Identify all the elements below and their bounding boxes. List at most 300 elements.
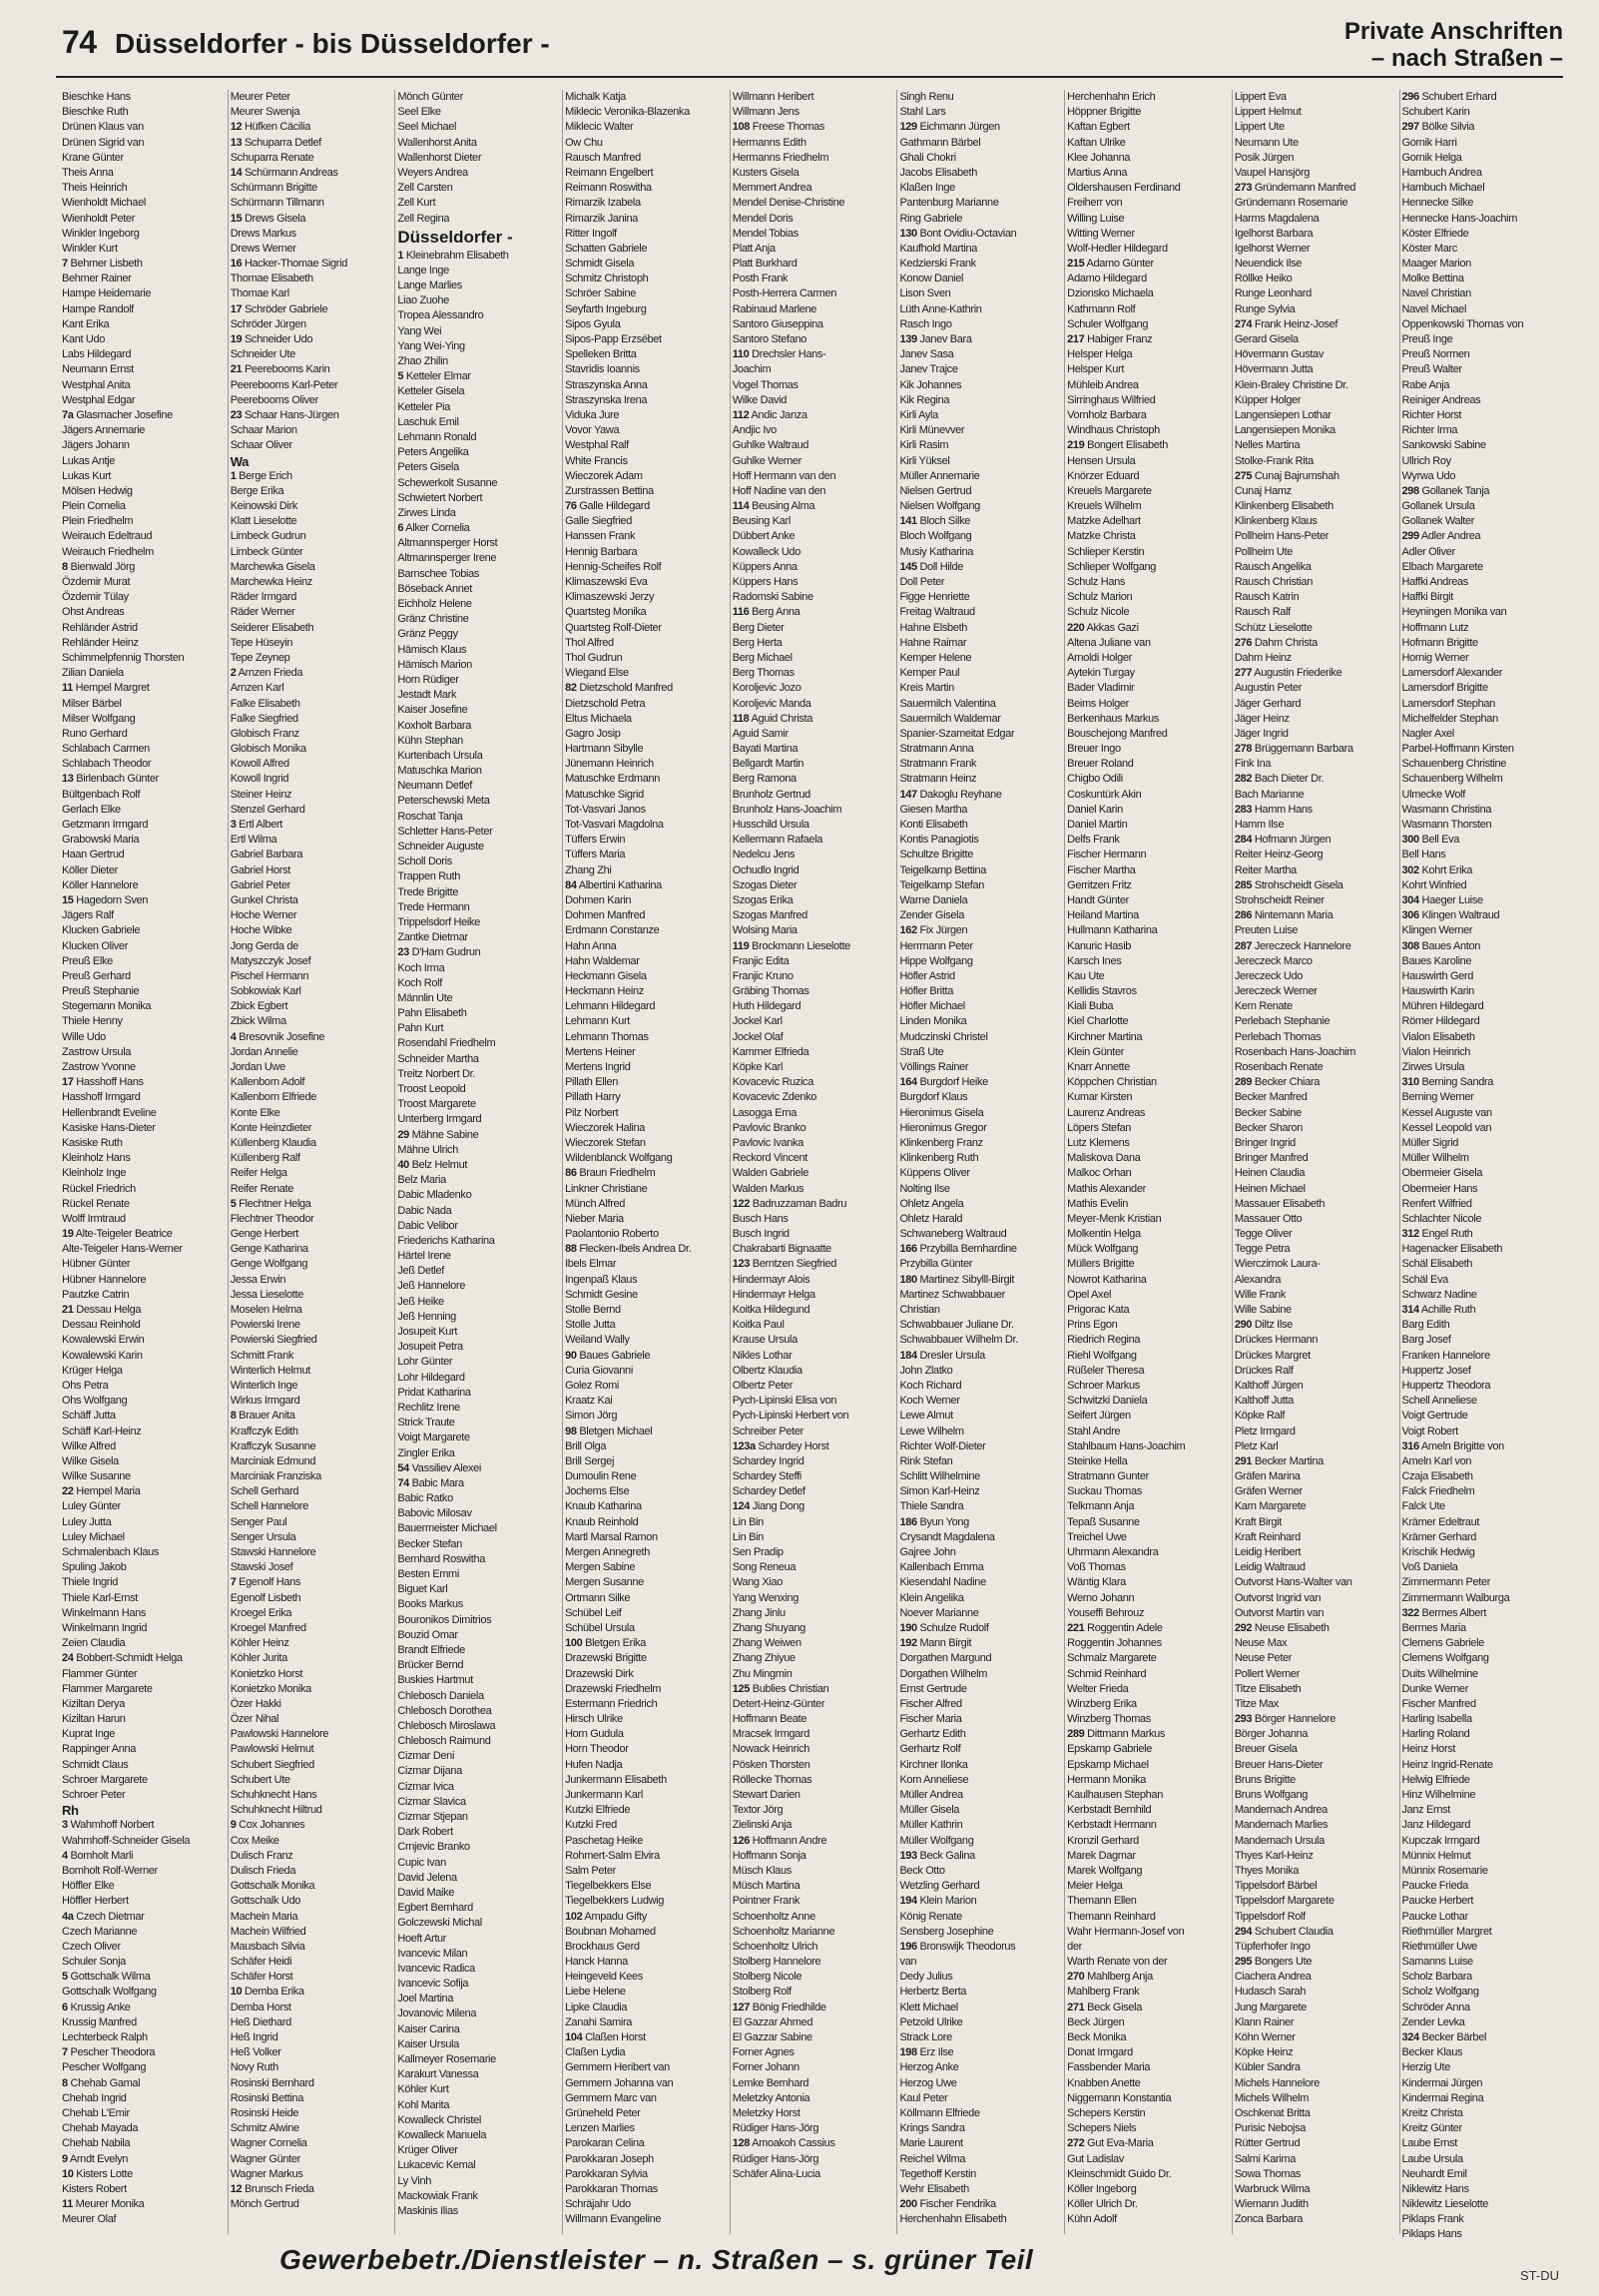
directory-entry: Winzberg Erika <box>1067 1697 1137 1710</box>
directory-entry: 298 Gollanek Tanja <box>1401 484 1490 497</box>
directory-entry: Sauermilch Waldemar <box>899 712 1001 725</box>
listing-column <box>1399 90 1567 2241</box>
directory-entry: Wehr Elisabeth <box>899 2182 969 2195</box>
directory-entry: Stawski Josef <box>230 1561 293 1574</box>
directory-entry: Brunholz Gertrud <box>732 788 810 801</box>
directory-entry: Lukacevic Kemal <box>397 2159 476 2172</box>
directory-entry: Winkler Kurt <box>62 242 118 255</box>
directory-entry: Matzke Adelhart <box>1067 515 1141 528</box>
directory-entry: Schwietert Norbert <box>397 491 483 504</box>
directory-entry: Münnix Rosemarie <box>1401 1864 1488 1877</box>
directory-entry: Rabinaud Marlene <box>732 302 817 315</box>
directory-entry: Jockel Olaf <box>732 1030 784 1043</box>
directory-entry: 13 Birlenbach Günter <box>62 773 159 786</box>
directory-entry: Reckord Vincent <box>732 1152 808 1165</box>
directory-entry: Krischik Hedwig <box>1401 1546 1475 1558</box>
directory-entry: Höffler Elke <box>62 1880 115 1893</box>
directory-entry: 7 Egenolf Hans <box>230 1576 301 1589</box>
directory-entry: Stahlbaum Hans-Joachim <box>1067 1439 1186 1452</box>
directory-entry: Kusters Gisela <box>732 166 800 179</box>
directory-entry: Lin Bin <box>732 1515 764 1528</box>
directory-entry: Gerard Gisela <box>1234 333 1299 345</box>
directory-entry: Thol Gudrun <box>565 651 623 664</box>
directory-entry: Tepe Zeynep <box>230 651 290 664</box>
directory-entry: Knörzer Eduard <box>1067 469 1140 482</box>
directory-entry: Linkner Christiane <box>565 1182 648 1195</box>
directory-entry: Niklewitz Lieselotte <box>1401 2198 1489 2211</box>
directory-entry: Kik Johannes <box>899 378 962 391</box>
directory-entry: Beck Monika <box>1067 2031 1127 2043</box>
directory-entry: Müller Annemarie <box>899 469 980 482</box>
directory-entry: Suckau Thomas <box>1067 1485 1142 1498</box>
directory-entry: Ochudlo Ingrid <box>732 863 800 876</box>
directory-entry: Ivancevic Radica <box>397 1962 475 1975</box>
directory-entry: 12 Hüfken Cäcilia <box>230 121 310 134</box>
directory-entry: Haan Gertrud <box>62 849 125 861</box>
directory-entry: Kuprat Inge <box>62 1728 116 1741</box>
directory-entry: Meurer Peter <box>230 91 290 103</box>
directory-entry: Kupczak Irmgard <box>1401 1834 1480 1847</box>
directory-entry: 14 Schürmann Andreas <box>230 166 338 179</box>
directory-entry: Jordan Annelie <box>230 1045 298 1058</box>
directory-entry: Kreis Martin <box>899 682 954 695</box>
directory-entry: Demba Horst <box>230 2001 291 2013</box>
directory-entry: 127 Bönig Friedhilde <box>732 2001 826 2013</box>
directory-entry: Kraffczyk Edith <box>230 1425 298 1437</box>
directory-entry: Kreuels Margarete <box>1067 484 1152 497</box>
directory-entry: Tüffers Maria <box>565 849 626 861</box>
directory-entry: Gottschalk Monika <box>230 1880 315 1893</box>
directory-entry: Wienholdt Michael <box>62 197 146 210</box>
directory-entry: 119 Brockmann Lieselotte <box>732 939 850 952</box>
directory-entry: Ly Vinh <box>397 2174 432 2187</box>
directory-entry: Peerebooms Oliver <box>230 393 318 406</box>
listing-column <box>228 90 395 2234</box>
directory-entry: Zell Regina <box>397 212 450 225</box>
directory-entry: 118 Aguid Christa <box>732 712 813 725</box>
directory-entry: Berning Werner <box>1401 1091 1474 1104</box>
directory-entry: Sobkowiak Karl <box>230 985 301 998</box>
directory-entry: Schwabbauer Wilhelm Dr. <box>899 1334 1018 1347</box>
directory-entry: Gagro Josip <box>565 727 621 740</box>
directory-entry: Friederichs Katharina <box>397 1234 495 1247</box>
directory-entry: Hullmann Katharina <box>1067 924 1158 937</box>
directory-entry: Lippert Eva <box>1234 91 1287 103</box>
directory-entry: Drazewski Friedhelm <box>565 1682 662 1695</box>
directory-entry: 104 Claßen Horst <box>565 2031 646 2043</box>
directory-entry: Prigorac Kata <box>1067 1304 1130 1316</box>
directory-entry: 128 Amoakoh Cassius <box>732 2137 835 2150</box>
directory-entry: Olbertz Klaudia <box>732 1364 802 1377</box>
directory-entry: Krüger Oliver <box>397 2144 458 2157</box>
directory-entry: Gemmern Marc van <box>565 2091 657 2104</box>
directory-entry: Schlieper Wolfgang <box>1067 560 1157 573</box>
directory-entry: Münch Alfred <box>565 1197 626 1210</box>
directory-entry: 8 Brauer Anita <box>230 1410 295 1423</box>
listing-column <box>1232 90 1399 2234</box>
directory-entry: Neumann Ernst <box>62 363 134 376</box>
directory-entry: Fischer Maria <box>899 1713 962 1726</box>
directory-entry: Michelfelder Stephan <box>1401 712 1498 725</box>
directory-entry: Altmannsperger Horst <box>397 537 498 550</box>
directory-entry: Tepe Hüseyin <box>230 636 293 649</box>
directory-entry: Tegethoff Kerstin <box>899 2167 976 2180</box>
directory-entry: Matyszczyk Josef <box>230 954 311 967</box>
directory-entry: Preuß Normen <box>1401 348 1470 361</box>
directory-entry: Wolff Irmtraud <box>62 1212 126 1225</box>
directory-entry: Wiegand Else <box>565 667 629 680</box>
directory-entry: Salm Peter <box>565 1864 616 1877</box>
header-left <box>62 24 550 61</box>
directory-entry: Grabowski Maria <box>62 834 140 847</box>
directory-entry: Berg Thomas <box>732 667 795 680</box>
directory-entry: Navel Christian <box>1401 287 1471 300</box>
directory-entry: Kirchner Martina <box>1067 1030 1143 1043</box>
section-title <box>1344 18 1563 72</box>
directory-entry: Schubert Karin <box>1401 106 1470 119</box>
directory-entry: Pollert Werner <box>1234 1667 1301 1680</box>
directory-entry: Kreitz Christa <box>1401 2106 1463 2119</box>
directory-entry: Schaar Marion <box>230 424 297 437</box>
directory-entry: Jäger Heinz <box>1234 712 1290 725</box>
directory-entry: Eltus Michaela <box>565 712 632 725</box>
directory-entry: Textor Jörg <box>732 1804 784 1817</box>
directory-entry: Nowrot Katharina <box>1067 1273 1147 1286</box>
directory-entry: Bieschke Hans <box>62 91 131 103</box>
directory-entry: Welter Frieda <box>1067 1682 1129 1695</box>
directory-entry: Neuhardt Emil <box>1401 2167 1467 2180</box>
directory-entry: Paucke Lothar <box>1401 1910 1468 1923</box>
directory-entry: Schulz Marion <box>1067 591 1133 604</box>
directory-entry: Thol Alfred <box>565 636 614 649</box>
directory-entry: Chehab Nabila <box>62 2137 131 2150</box>
directory-entry: Gabriel Barbara <box>230 849 303 861</box>
directory-entry: Baues Karoline <box>1401 954 1472 967</box>
corner-code: ST-DU <box>1520 2268 1559 2283</box>
directory-entry: Wieczorek Stefan <box>565 1136 646 1149</box>
directory-entry: Navel Michael <box>1401 302 1467 315</box>
directory-entry: 11 Hempel Margret <box>62 682 150 695</box>
directory-entry: Steiner Heinz <box>230 788 292 801</box>
directory-entry: Stratmann Frank <box>899 758 977 771</box>
directory-entry: 123a Schardey Horst <box>732 1439 829 1452</box>
directory-entry: Lehmann Thomas <box>565 1030 649 1043</box>
directory-entry: Schletter Hans-Peter <box>397 825 493 838</box>
directory-entry: Elbach Margarete <box>1401 560 1483 573</box>
directory-entry: Berge Erika <box>230 484 284 497</box>
directory-entry: 4a Czech Dietmar <box>62 1910 145 1923</box>
directory-entry: Hofmann Brigitte <box>1401 636 1478 649</box>
directory-entry: 275 Cunaj Bajrumshah <box>1234 469 1339 482</box>
directory-entry: Dabic Mladenko <box>397 1189 472 1202</box>
directory-entry: Gränz Christine <box>397 613 469 626</box>
directory-entry: Josupeit Petra <box>397 1341 463 1354</box>
directory-entry: 5 Flechtner Helga <box>230 1197 311 1210</box>
directory-entry: Roschat Tanja <box>397 810 463 823</box>
directory-entry: Radomski Sabine <box>732 591 813 604</box>
directory-entry: Titze Max <box>1234 1697 1279 1710</box>
directory-entry: Genge Wolfgang <box>230 1258 308 1271</box>
directory-entry: 74 Babic Mara <box>397 1476 464 1489</box>
directory-entry: Oppenkowski Thomas von <box>1401 317 1524 330</box>
directory-entry: Jägers Johann <box>62 439 130 452</box>
directory-entry: Schubert Ute <box>230 1773 290 1786</box>
directory-entry: Jacobs Elisabeth <box>899 166 977 179</box>
directory-entry: Huppertz Theodora <box>1401 1379 1491 1392</box>
directory-entry: Kanuric Hasib <box>1067 939 1132 952</box>
directory-entry: Schardey Steffi <box>732 1470 801 1483</box>
directory-entry: Jereczeck Udo <box>1234 969 1304 982</box>
directory-entry: Richter Wolf-Dieter <box>899 1439 986 1452</box>
directory-entry: Wagner Günter <box>230 2152 300 2165</box>
directory-entry: Santoro Giuseppina <box>732 317 823 330</box>
directory-entry: Parokkaran Joseph <box>565 2152 654 2165</box>
directory-entry: Rink Stefan <box>899 1454 953 1467</box>
directory-entry: Hasshoff Irmgard <box>62 1091 141 1104</box>
directory-entry: Hennecke Hans-Joachim <box>1401 212 1518 225</box>
directory-entry: Schneider Auguste <box>397 841 484 853</box>
directory-entry: Helsper Kurt <box>1067 363 1125 376</box>
directory-entry: Rappinger Anna <box>62 1743 136 1756</box>
directory-entry: Mühren Hildegard <box>1401 1000 1484 1013</box>
directory-entry: Mendel Tobias <box>732 227 799 240</box>
directory-entry: 4 Bresovnik Josefine <box>230 1030 325 1043</box>
directory-entry: Becker Klaus <box>1401 2046 1463 2059</box>
directory-entry: Czaja Elisabeth <box>1401 1470 1473 1483</box>
directory-entry: Gornik Helga <box>1401 151 1462 164</box>
directory-entry: Seel Elke <box>397 106 441 119</box>
directory-entry: Kiesendahl Nadine <box>899 1576 986 1589</box>
directory-entry: Heß Ingrid <box>230 2031 278 2043</box>
directory-entry: 274 Frank Heinz-Josef <box>1234 317 1338 330</box>
directory-entry: Rasch Ingo <box>899 317 952 330</box>
directory-entry: Hermann Monika <box>1067 1773 1146 1786</box>
directory-entry: Zimmermann Walburga <box>1401 1591 1510 1604</box>
directory-entry: Kalthoff Jürgen <box>1234 1379 1304 1392</box>
directory-entry: Wagner Markus <box>230 2167 303 2180</box>
directory-entry: Berg Michael <box>732 651 793 664</box>
directory-entry: Joel Martina <box>397 1993 454 2006</box>
directory-entry: Curia Giovanni <box>565 1364 633 1377</box>
directory-entry: Altmannsperger Irene <box>397 552 497 565</box>
directory-entry: Schäfer Alina-Lucia <box>732 2167 820 2180</box>
directory-entry: Kessel Auguste van <box>1401 1106 1492 1119</box>
directory-entry: Nolting Ilse <box>899 1182 950 1195</box>
directory-entry: Lipke Claudia <box>565 2001 628 2013</box>
directory-entry: Franjic Edita <box>732 954 790 967</box>
directory-entry: Arnzen Karl <box>230 682 284 695</box>
directory-entry: Stolle Bernd <box>565 1304 621 1316</box>
directory-entry: Seyfarth Ingeburg <box>565 302 647 315</box>
directory-entry: Vaupel Hansjörg <box>1234 166 1311 179</box>
directory-entry: Jong Gerda de <box>230 939 298 952</box>
directory-entry: 10 Demba Erika <box>230 1986 304 1999</box>
directory-entry: Breuer Hans-Dieter <box>1234 1758 1324 1771</box>
directory-entry: 3 Wahmhoff Norbert <box>62 1819 155 1832</box>
directory-entry: Kumar Kirsten <box>1067 1091 1133 1104</box>
directory-entry: Crysandt Magdalena <box>899 1530 995 1543</box>
directory-entry: 219 Bongert Elisabeth <box>1067 439 1169 452</box>
directory-entry: David Maike <box>397 1886 455 1899</box>
directory-entry: 282 Bach Dieter Dr. <box>1234 773 1325 786</box>
directory-entry: Przybilla Günter <box>899 1258 973 1271</box>
directory-entry: Rosinski Heide <box>230 2106 299 2119</box>
directory-entry: Mölsen Hedwig <box>62 484 133 497</box>
directory-entry: Cizmar Deni <box>397 1750 455 1763</box>
directory-entry: Klucken Gabriele <box>62 924 141 937</box>
directory-entry: 294 Schubert Claudia <box>1234 1925 1333 1938</box>
directory-entry: Pawlowski Hannelore <box>230 1728 329 1741</box>
directory-entry: 124 Jiang Dong <box>732 1500 804 1513</box>
directory-entry: Martius Anna <box>1067 166 1128 179</box>
directory-entry: Helsper Helga <box>1067 348 1133 361</box>
directory-entry: Küpper Holger <box>1234 393 1302 406</box>
directory-entry: Pych-Lipinski Elisa von <box>732 1395 837 1408</box>
directory-entry: Ortmann Silke <box>565 1591 631 1604</box>
directory-entry: Kutzki Elfriede <box>565 1804 631 1817</box>
directory-entry: Klinkenberg Franz <box>899 1136 983 1149</box>
directory-entry: Dedy Julius <box>899 1971 953 1984</box>
directory-entry: Treichel Uwe <box>1067 1530 1127 1543</box>
directory-entry: Thomae Elisabeth <box>230 273 313 286</box>
directory-entry: Labs Hildegard <box>62 348 132 361</box>
directory-entry: Daniel Martin <box>1067 819 1128 831</box>
directory-entry: Freiherr von <box>1067 197 1123 210</box>
directory-entry: Rückel Friedrich <box>62 1182 136 1195</box>
directory-entry: Bieschke Ruth <box>62 106 129 119</box>
directory-entry: Simon Karl-Heinz <box>899 1485 980 1498</box>
directory-entry: Posth Frank <box>732 273 789 286</box>
directory-entry: Hermanns Friedhelm <box>732 151 829 164</box>
directory-entry: Knabben Anette <box>1067 2076 1141 2089</box>
directory-entry: Ketteler Pia <box>397 400 451 413</box>
directory-entry: 289 Becker Chiara <box>1234 1076 1320 1089</box>
directory-entry: 15 Hagedorn Sven <box>62 893 149 906</box>
listing-column <box>60 90 228 2234</box>
directory-entry: Stegemann Monika <box>62 1000 152 1013</box>
directory-entry: Westphal Edgar <box>62 393 136 406</box>
directory-entry: Bauermeister Michael <box>397 1522 497 1535</box>
directory-entry: 221 Roggentin Adele <box>1067 1621 1163 1634</box>
directory-entry: 147 Dakoglu Reyhane <box>899 788 1002 801</box>
directory-entry: Troost Leopold <box>397 1083 466 1095</box>
directory-entry: Ivancevic Milan <box>397 1947 468 1960</box>
directory-entry: Pointner Frank <box>732 1895 800 1908</box>
directory-entry: Zhao Zhilin <box>397 355 448 367</box>
directory-entry: Milser Bärbel <box>62 697 122 710</box>
directory-entry: Dessau Reinhold <box>62 1319 141 1332</box>
directory-entry: Jung Margarete <box>1234 2001 1307 2013</box>
directory-entry: Cizmar Dijana <box>397 1765 462 1778</box>
directory-entry: Männlin Ute <box>397 991 453 1004</box>
directory-entry: 7a Glasmacher Josefine <box>62 408 173 421</box>
directory-entry: Ohletz Angela <box>899 1197 964 1210</box>
directory-entry: Winkelmann Ingrid <box>62 1621 148 1634</box>
directory-entry: Igelhorst Werner <box>1234 242 1311 255</box>
directory-entry: Lewe Almut <box>899 1410 953 1423</box>
directory-entry: Küppens Oliver <box>899 1167 970 1180</box>
directory-entry: Hambuch Andrea <box>1401 166 1482 179</box>
directory-entry: Voigt Robert <box>1401 1425 1458 1437</box>
directory-entry: Matuschka Marion <box>397 765 482 778</box>
directory-entry: Schmidt Gisela <box>565 258 635 271</box>
directory-entry: Schardey Ingrid <box>732 1454 804 1467</box>
directory-entry: Egenolf Lisbeth <box>230 1591 301 1604</box>
directory-entry: Fischer Martha <box>1067 863 1136 876</box>
directory-entry: Chehab Mayada <box>62 2122 139 2135</box>
directory-entry: Rosinski Bettina <box>230 2091 303 2104</box>
directory-entry: Köpke Heinz <box>1234 2046 1294 2059</box>
directory-entry: 273 Gründemann Manfred <box>1234 182 1356 195</box>
directory-entry: Sirringhaus Wilfried <box>1067 393 1156 406</box>
directory-entry: Freitag Waltraud <box>899 606 975 619</box>
directory-entry: Dumoulin Rene <box>565 1470 637 1483</box>
directory-entry: Herzig Ute <box>1401 2061 1450 2074</box>
directory-entry: Warne Daniela <box>899 893 968 906</box>
directory-entry: Schneider Ute <box>230 348 295 361</box>
directory-entry: Stolke-Frank Rita <box>1234 454 1314 467</box>
directory-entry: Hövermann Gustav <box>1234 348 1324 361</box>
directory-entry: Giesen Martha <box>899 803 968 816</box>
directory-entry: Marie Laurent <box>899 2137 963 2150</box>
directory-entry: Becker Manfred <box>1234 1091 1308 1104</box>
directory-entry: Gottschalk Wolfgang <box>62 1986 157 1999</box>
directory-entry: Cizmar Slavica <box>397 1795 466 1808</box>
directory-entry: Kraatz Kai <box>565 1395 613 1408</box>
directory-entry: Hermanns Edith <box>732 136 806 149</box>
directory-entry: Genge Katharina <box>230 1243 308 1256</box>
section-title-line-2: – nach Straßen – <box>1370 45 1563 72</box>
directory-entry: Kasiske Hans-Dieter <box>62 1121 156 1134</box>
directory-entry: Augustin Peter <box>1234 682 1303 695</box>
directory-entry: Noever Marianne <box>899 1606 979 1619</box>
directory-entry: 5 Gottschalk Wilma <box>62 1971 151 1984</box>
directory-entry: Dorgathen Margund <box>899 1652 992 1665</box>
directory-entry: Haffki Birgit <box>1401 591 1453 604</box>
directory-entry: Purisic Nebojsa <box>1234 2122 1306 2135</box>
directory-entry: Konti Elisabeth <box>899 819 968 831</box>
directory-entry: 21 Dessau Helga <box>62 1304 142 1316</box>
directory-entry: 292 Neuse Elisabeth <box>1234 1621 1330 1634</box>
directory-entry: Memmert Andrea <box>732 182 812 195</box>
directory-entry: Sankowski Sabine <box>1401 439 1486 452</box>
directory-entry: Hoche Werner <box>230 909 297 922</box>
directory-entry: Peerebooms Karl-Peter <box>230 378 338 391</box>
directory-entry: Massauer Otto <box>1234 1212 1303 1225</box>
directory-entry: Heiland Martina <box>1067 909 1139 922</box>
directory-entry: Tippelsdorf Rolf <box>1234 1910 1306 1923</box>
directory-entry: 276 Dahm Christa <box>1234 636 1318 649</box>
directory-entry: Thiele Henny <box>62 1015 123 1028</box>
directory-entry: Rausch Katrin <box>1234 591 1300 604</box>
directory-entry: Coskuntürk Akin <box>1067 788 1142 801</box>
directory-entry: Preuß Elke <box>62 954 113 967</box>
directory-entry: Barnschee Tobias <box>397 567 480 580</box>
directory-entry: Brunholz Hans-Joachim <box>732 803 842 816</box>
directory-entry: Hauswirth Gerd <box>1401 969 1474 982</box>
directory-entry: Hanck Hanna <box>565 1956 628 1969</box>
directory-entry: Beck Jürgen <box>1067 2015 1125 2028</box>
directory-entry: Klingen Werner <box>1401 924 1473 937</box>
directory-entry: Riehl Wolfgang <box>1067 1349 1137 1362</box>
directory-entry: Zeien Claudia <box>62 1637 126 1650</box>
directory-entry: Ivancevic Sofija <box>397 1978 469 1991</box>
directory-entry: Wäntig Klara <box>1067 1576 1126 1589</box>
directory-entry: Yang Wei <box>397 324 442 337</box>
directory-entry: Wienholdt Peter <box>62 212 136 225</box>
directory-entry: Kallenborn Elfriede <box>230 1091 316 1104</box>
directory-entry: Gunkel Christa <box>230 893 298 906</box>
